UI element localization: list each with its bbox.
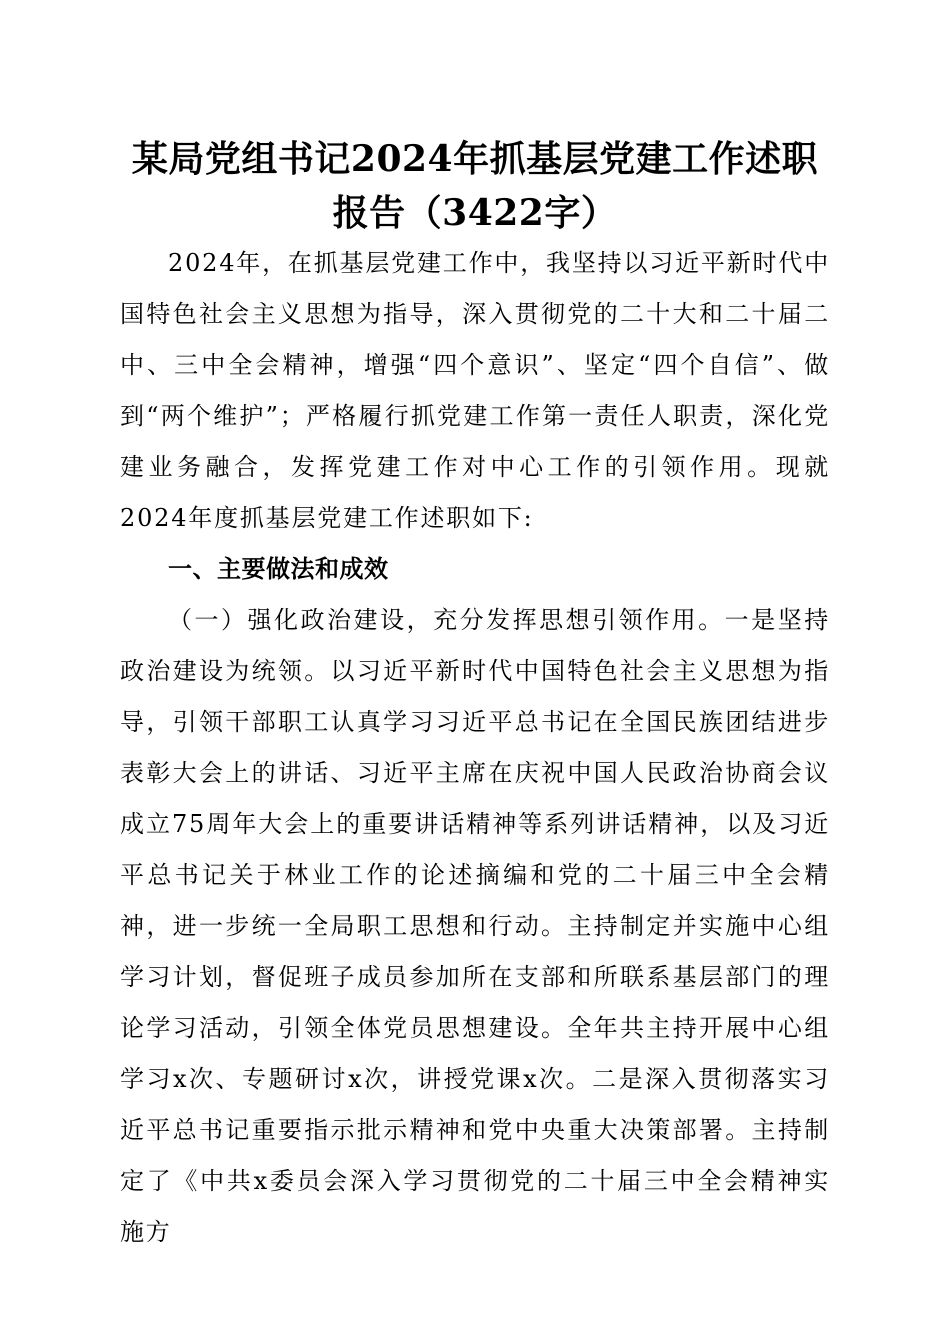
document-body	[120, 238, 830, 1258]
section-heading: 一、主要做法和成效	[168, 555, 389, 583]
body-paragraph: （一）强化政治建设，充分发挥思想引领作用。一是坚持政治建设为统领。以习近平新时代中国特色社会主义思想为指导，引领干部职工认真学习习近平总书记在全国民族团结进步表彰大会上的讲话、习近平主席在庆祝中国人民政治协商会议成立75周年大会上的重要讲话精神等系列讲话精神，以及习近平总书记关于林业工作的论述摘编和党的二十届三中全会精神，进一步统一全局职工思想和行动。主持制定并实施中心组学习计划，督促班子成员参加所在支部和所联系基层部门的理论学习活动，引领全体党员思想建设。全年共主持开展中心组学习x次、专题研讨x次，讲授党课x次。二是深入贯彻落实习近平总书记重要指示批示精神和党中央重大决策部署。主持制定了《中共x委员会深入学习贯彻党的二十届三中全会精神实施方	[120, 606, 830, 1246]
intro-paragraph: 2024年，在抓基层党建工作中，我坚持以习近平新时代中国特色社会主义思想为指导，深入贯彻党的二十大和二十届二中、三中全会精神，增强“四个意识”、坚定“四个自信”、做到“两个维护”；严格履行抓党建工作第一责任人职责，深化党建业务融合，发挥党建工作对中心工作的引领作用。现就2024年度抓基层党建工作述职如下:	[120, 249, 830, 532]
document-title: 某局党组书记2024年抓基层党建工作述职报告（3422字）	[131, 138, 819, 234]
